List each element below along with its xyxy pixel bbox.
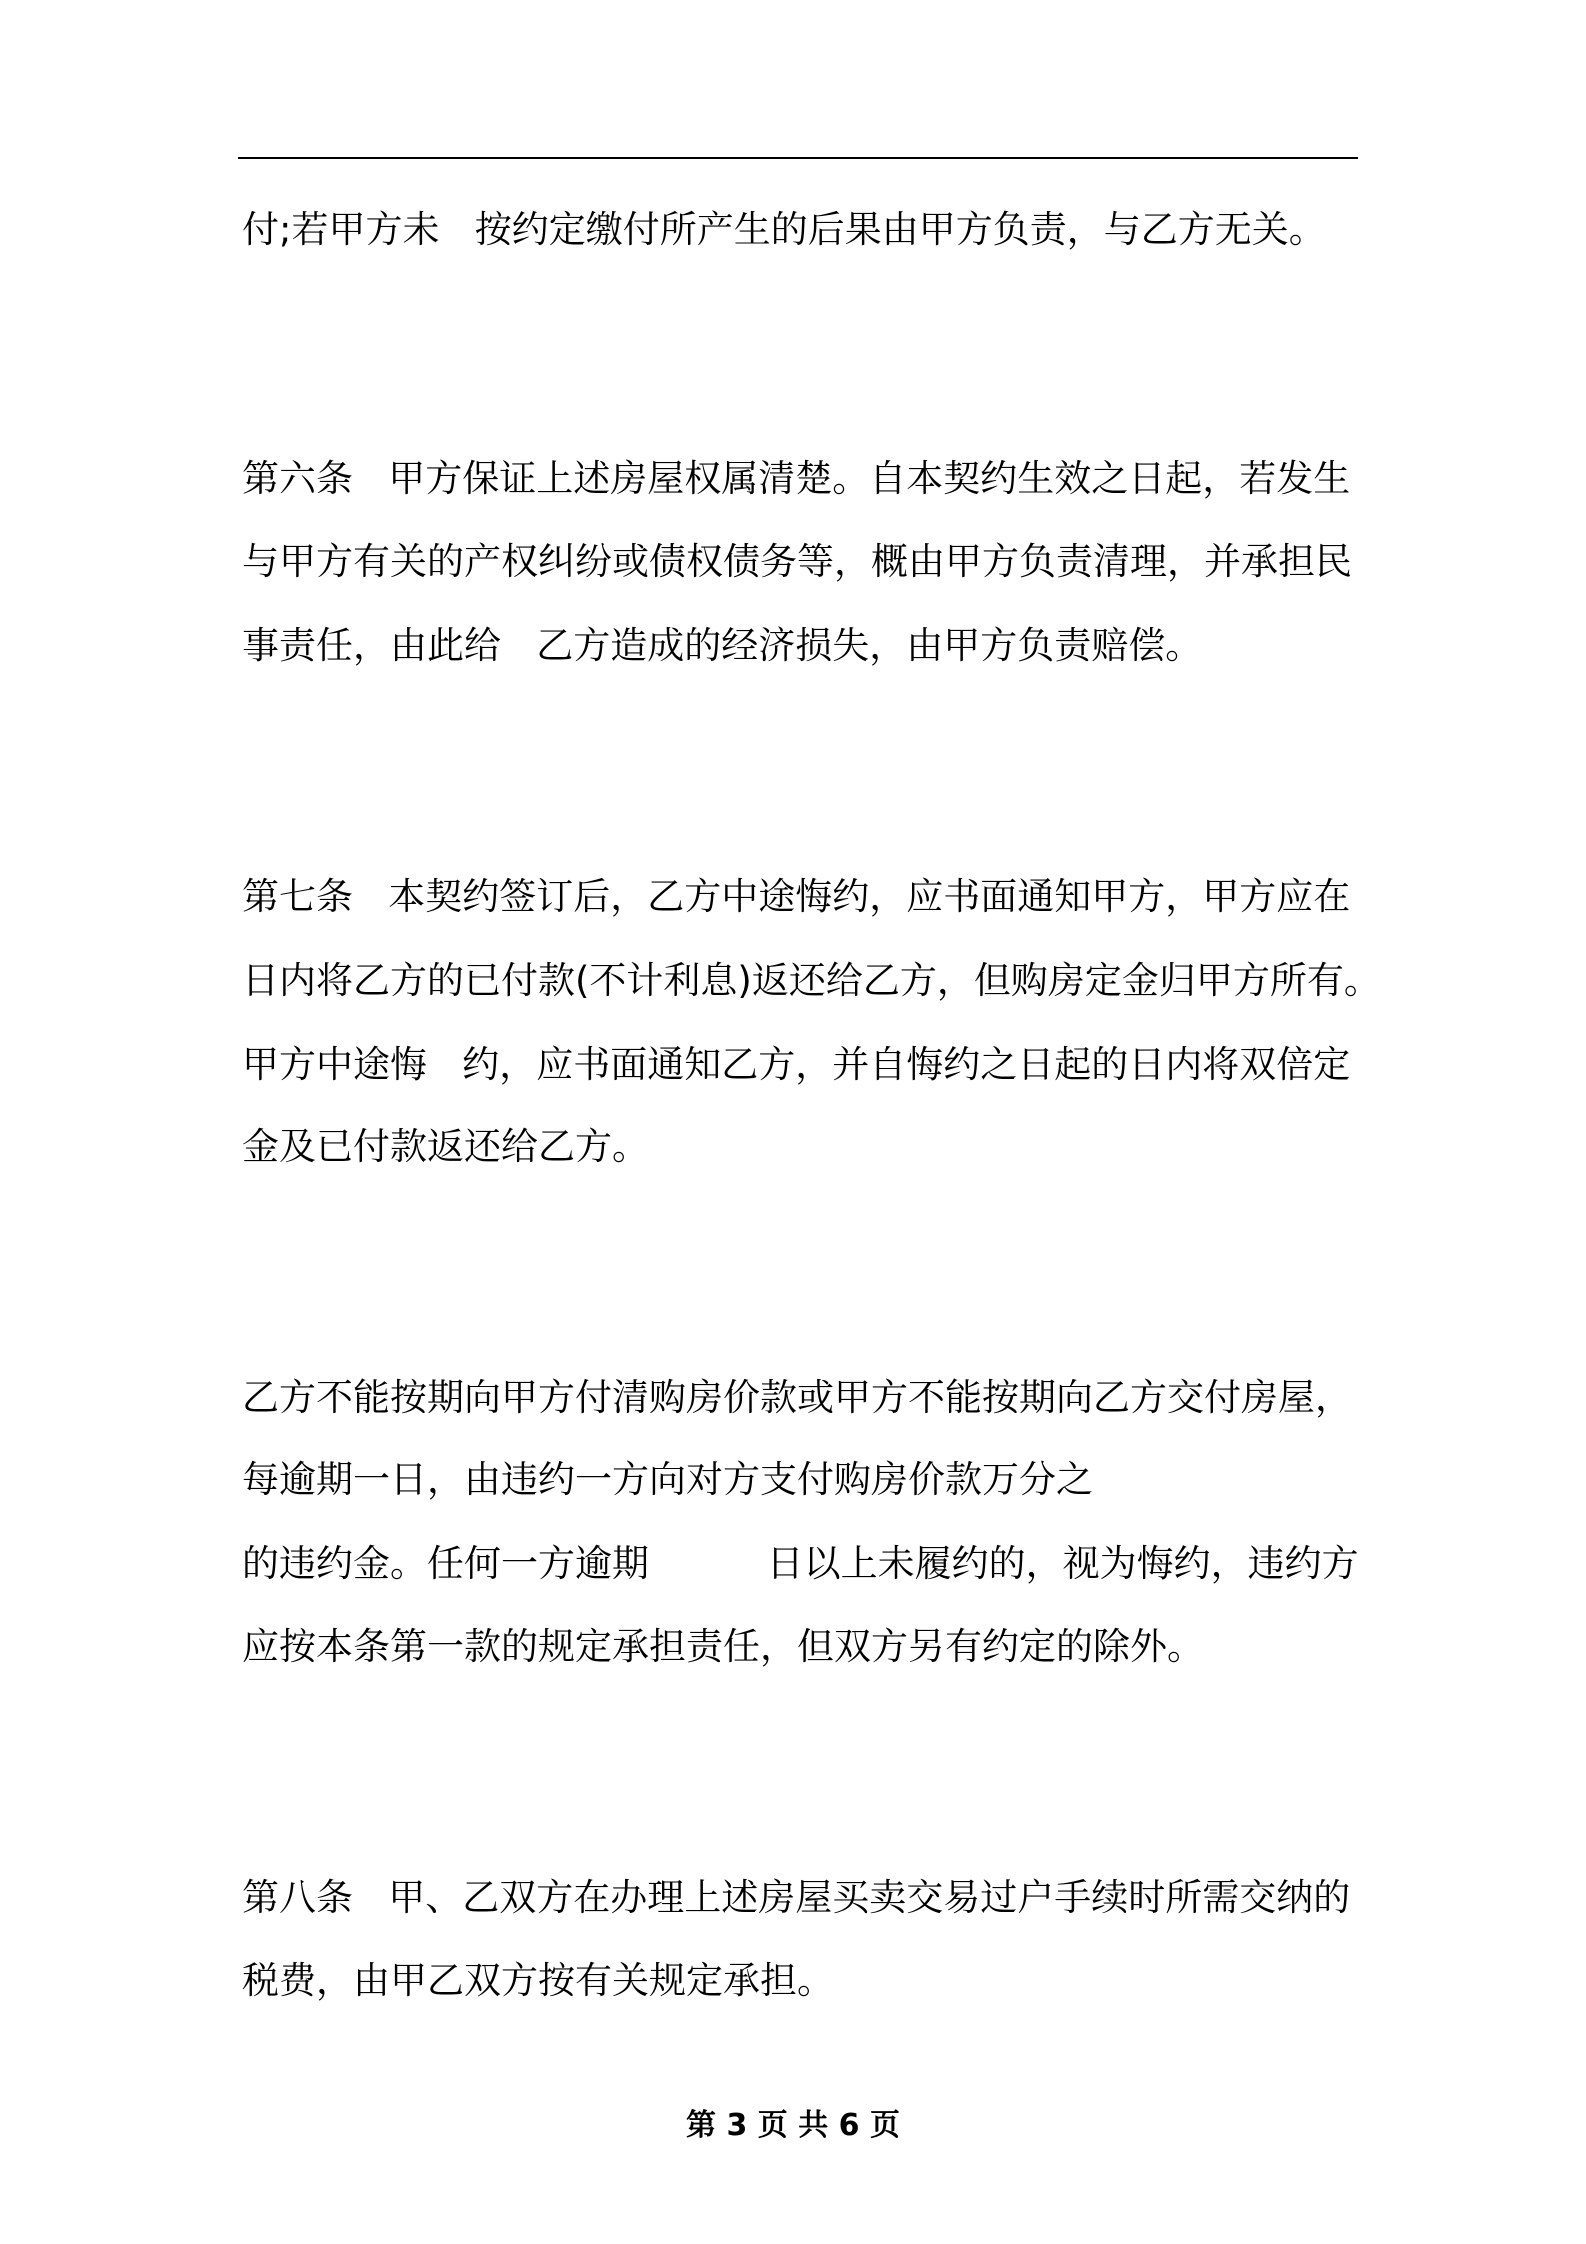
text-line: 乙方不能按期向甲方付清购房价款或甲方不能按期向乙方交付房屋， (242, 1376, 1352, 1419)
text-line: 与甲方有关的产权纠纷或债权债务等，概由甲方负责清理，并承担民 (242, 540, 1352, 583)
text-line: 应按本条第一款的规定承担责任，但双方另有约定的除外。 (242, 1625, 1204, 1668)
text-line: 每逾期一日，由违约一方向对方支付购房价款万分之 (242, 1458, 1093, 1501)
page-number-footer: 第 3 页 共 6 页 (686, 2108, 900, 2143)
text-line: 第七条 本契约签订后，乙方中途悔约，应书面通知甲方，甲方应在 (242, 875, 1351, 918)
text-line: 税费，由甲乙双方按有关规定承担。 (242, 1959, 834, 2002)
text-line: 甲方中途悔 约，应书面通知乙方，并自悔约之日起的日内将双倍定 (242, 1043, 1351, 1086)
text-line: 付;若甲方未 按约定缴付所产生的后果由甲方负责，与乙方无关。 (242, 208, 1326, 251)
text-line: 第六条 甲方保证上述房屋权属清楚。自本契约生效之日起，若发生 (242, 457, 1351, 500)
text-line: 金及已付款返还给乙方。 (242, 1125, 649, 1168)
text-line: 事责任，由此给 乙方造成的经济损失，由甲方负责赔偿。 (242, 624, 1203, 667)
text-line: 第八条 甲、乙双方在办理上述房屋买卖交易过户手续时所需交纳的 (242, 1876, 1351, 1919)
text-line: 的违约金。任何一方逾期 日以上未履约的，视为悔约，违约方 (242, 1542, 1359, 1585)
header-rule (238, 157, 1358, 159)
text-line: 日内将乙方的已付款(不计利息)返还给乙方，但购房定金归甲方所有。 (242, 959, 1381, 1002)
